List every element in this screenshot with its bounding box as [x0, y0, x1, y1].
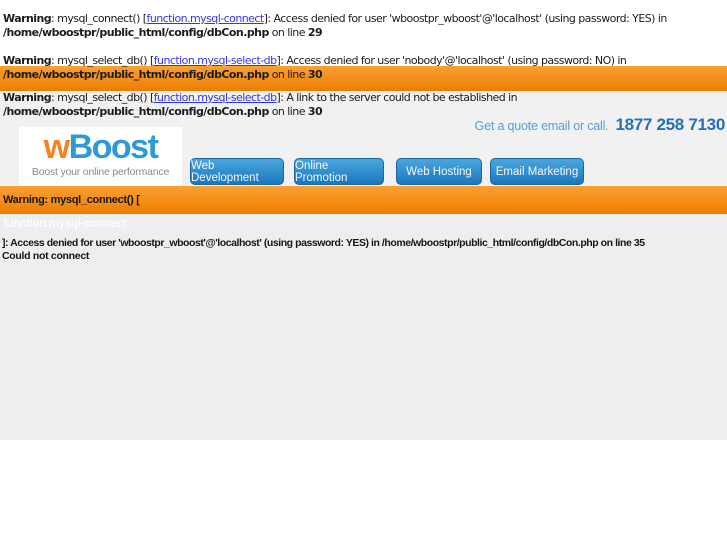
error-message: ]: Access denied for user 'wboostpr_wboost'@'localhost' (using password: YES) in /home/wboostpr/public_html/config/dbCon.php on line 35 — [2, 237, 645, 249]
php-warning-3-line-2 — [3, 105, 322, 118]
warning-intro: : mysql_connect() [ — [51, 12, 147, 25]
warning-online: on line — [268, 105, 308, 118]
error-banner-warning-text: Warning: mysql_connect() [ — [3, 194, 140, 206]
nav-online-promotion[interactable]: Online Promotion — [294, 158, 384, 185]
warning-line-number: 30 — [307, 105, 323, 118]
warning-label: Warning — [3, 91, 52, 104]
quote-line — [475, 115, 725, 135]
warning-path: /home/wboostpr/public_html/config/dbCon.php — [3, 105, 269, 118]
warning-intro: : mysql_select_db() [ — [51, 54, 154, 67]
warning-message: ]: Access denied for user 'nobody'@'localhost' (using password: NO) in — [276, 54, 627, 67]
nav-email-marketing[interactable]: Email Marketing — [490, 158, 584, 185]
error-status: Could not connect — [2, 250, 90, 262]
warning-line-number: 30 — [307, 68, 323, 81]
logo-word-w: w — [43, 128, 69, 166]
warning-online: on line — [268, 68, 308, 81]
phone-number: 1877 258 7130 — [615, 115, 725, 134]
error-banner-band — [0, 186, 727, 214]
php-doc-link-mysql-select-db[interactable]: function.mysql-select-db — [153, 54, 277, 67]
warning-label: Warning — [3, 12, 52, 25]
nav-web-development[interactable]: Web Development — [190, 158, 284, 185]
warning-intro: : mysql_select_db() [ — [51, 91, 154, 104]
logo-word-boost: Boost — [68, 128, 158, 166]
warning-path: /home/wboostpr/public_html/config/dbCon.php — [3, 68, 269, 81]
php-doc-link-mysql-select-db[interactable]: function.mysql-select-db — [153, 91, 277, 104]
logo[interactable] — [19, 127, 182, 186]
php-doc-link-mysql-connect[interactable]: function.mysql-connect — [146, 12, 264, 25]
logo-wordmark — [19, 130, 182, 164]
warning-online: on line — [268, 26, 308, 39]
content-area — [0, 214, 727, 440]
logo-tagline: Boost your online performance — [31, 166, 170, 178]
error-doc-link[interactable]: function.mysql-connect — [3, 218, 127, 230]
php-warning-3-line-1 — [3, 91, 517, 104]
quote-text: Get a quote email or call. — [474, 119, 609, 133]
php-warning-2-line-1 — [3, 54, 626, 67]
warning-path: /home/wboostpr/public_html/config/dbCon.php — [3, 26, 269, 39]
warning-message: ]: A link to the server could not be established in — [276, 91, 518, 104]
warning-message: ]: Access denied for user 'wboostpr_wboost'@'localhost' (using password: YES) in — [263, 12, 667, 25]
warning-line-number: 29 — [307, 26, 323, 39]
php-warning-1-line-1 — [3, 12, 667, 25]
warning-label: Warning — [3, 54, 52, 67]
php-warning-1-line-2 — [3, 26, 322, 39]
php-warning-2-line-2 — [3, 68, 322, 81]
nav-web-hosting[interactable]: Web Hosting — [396, 158, 482, 185]
